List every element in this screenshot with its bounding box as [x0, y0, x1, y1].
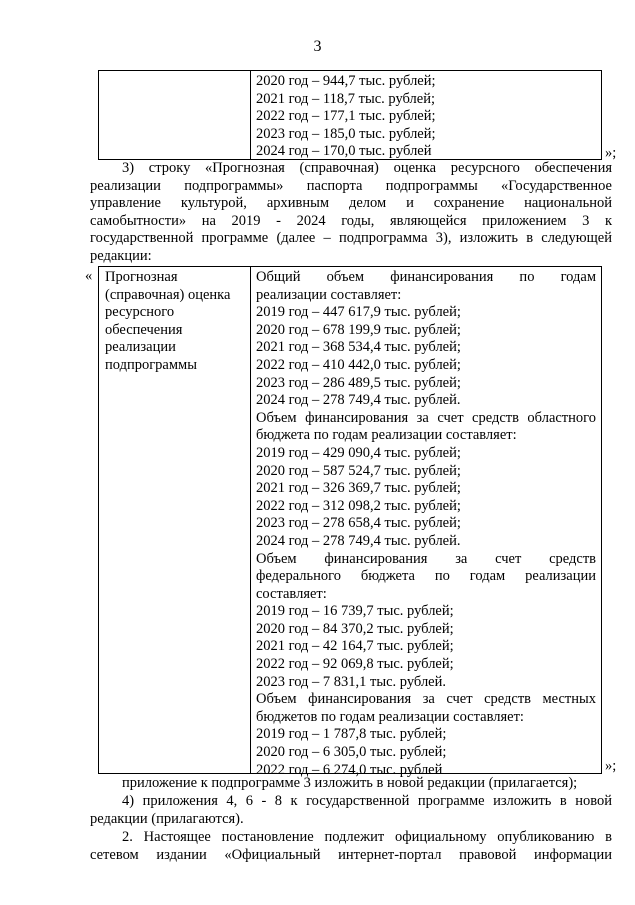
paragraph-line: сетевом издании «Официальный интернет-портал правовой информации — [90, 846, 612, 863]
funding-line: 2021 год – 326 369,7 тыс. рублей; — [256, 480, 461, 497]
row-header-line: подпрограммы — [105, 356, 197, 373]
row-header-line: Прогнозная — [105, 269, 178, 285]
funding-line: 2021 год – 118,7 тыс. рублей; — [256, 90, 435, 107]
funding-line: 2021 год – 42 164,7 тыс. рублей; — [256, 638, 454, 655]
closing-quote: »; — [605, 145, 617, 161]
funding-line: 2019 год – 447 617,9 тыс. рублей; — [256, 304, 461, 321]
funding-line: 2020 год – 84 370,2 тыс. рублей; — [256, 620, 454, 637]
paragraph-line: редакции (прилагаются). — [90, 810, 244, 827]
funding-line: 2022 год – 92 069,8 тыс. рублей; — [256, 656, 454, 673]
row-header-line: (справочная) оценка — [105, 286, 231, 303]
funding-text-line: Общий объем финансирования по годам — [256, 269, 596, 285]
funding-line: 2020 год – 944,7 тыс. рублей; — [256, 73, 436, 89]
funding-text-line: реализации составляет: — [256, 286, 402, 303]
table-cell-values — [256, 269, 596, 779]
paragraph-line: самобытности» на 2019 - 2024 годы, являющейся приложением 3 к — [90, 212, 612, 229]
funding-line: 2022 год – 177,1 тыс. рублей; — [256, 108, 436, 125]
funding-line: 2024 год – 278 749,4 тыс. рублей. — [256, 392, 461, 409]
funding-line: 2019 год – 1 787,8 тыс. рублей; — [256, 726, 447, 743]
closing-quote: »; — [605, 758, 617, 774]
funding-line: 2022 год – 6 274,0 тыс. рублей — [256, 761, 443, 778]
paragraph-line: государственной программе (далее – подпрограмма 3), изложить в следующей — [90, 230, 612, 247]
page-number: 3 — [313, 38, 322, 55]
funding-line: 2022 год – 410 442,0 тыс. рублей; — [256, 356, 461, 373]
paragraph-line: приложение к подпрограмме 3 изложить в новой редакции (прилагается); — [122, 775, 578, 791]
funding-line: 2020 год – 587 524,7 тыс. рублей; — [256, 462, 461, 479]
resource-estimate-table — [98, 266, 602, 778]
funding-text-line: Объем финансирования за счет средств — [256, 550, 596, 567]
annex-paragraph — [90, 775, 612, 793]
paragraph-line: 3) строку «Прогнозная (справочная) оценка ресурсного обеспечения — [122, 160, 612, 176]
funding-line: 2021 год – 368 534,4 тыс. рублей; — [256, 339, 461, 356]
funding-line: 2019 год – 429 090,4 тыс. рублей; — [256, 444, 461, 461]
funding-line: 2022 год – 312 098,2 тыс. рублей; — [256, 497, 461, 514]
row-header-line: ресурсного — [105, 304, 175, 321]
funding-line: 2024 год – 170,0 тыс. рублей — [256, 143, 432, 160]
funding-line: 2023 год – 286 489,5 тыс. рублей; — [256, 374, 461, 391]
funding-line: 2020 год – 6 305,0 тыс. рублей; — [256, 744, 447, 761]
paragraph-item-3 — [90, 160, 612, 266]
paragraph-item-2 — [90, 829, 612, 864]
table-divider — [250, 71, 251, 159]
funding-line: 2023 год – 278 658,4 тыс. рублей; — [256, 515, 461, 532]
funding-line: 2019 год – 16 739,7 тыс. рублей; — [256, 603, 454, 620]
paragraph-line: управление культурой, архивным делом и сохранение национальной — [90, 195, 612, 212]
row-header-line: обеспечения — [105, 321, 183, 338]
paragraph-item-4 — [90, 793, 612, 828]
table-divider — [250, 267, 251, 773]
funding-line: 2024 год – 278 749,4 тыс. рублей. — [256, 532, 461, 549]
funding-text-line: бюджетов по годам реализации составляет: — [256, 708, 524, 725]
funding-line: 2023 год – 7 831,1 тыс. рублей. — [256, 673, 447, 690]
paragraph-line: реализации подпрограммы» паспорта подпрограммы «Государственное — [90, 177, 612, 194]
funding-text-line: Объем финансирования за счет средств местных — [256, 691, 596, 708]
table-cell-values — [256, 73, 436, 161]
opening-quote: « — [85, 268, 93, 284]
paragraph-line: редакции: — [90, 247, 152, 264]
funding-text-line: составляет: — [256, 585, 327, 602]
funding-table-fragment — [98, 70, 602, 160]
funding-line: 2020 год – 678 199,9 тыс. рублей; — [256, 321, 461, 338]
funding-text-line: федерального бюджета по годам реализации — [256, 568, 596, 585]
table-row-header — [105, 269, 245, 375]
row-header-line: реализации — [105, 339, 176, 356]
paragraph-line: 4) приложения 4, 6 - 8 к государственной программе изложить в новой — [122, 793, 612, 809]
paragraph-line: 2. Настоящее постановление подлежит официальному опубликованию в — [122, 829, 612, 845]
funding-text-line: Объем финансирования за счет средств областного — [256, 409, 596, 426]
funding-line: 2023 год – 185,0 тыс. рублей; — [256, 125, 436, 142]
funding-text-line: бюджета по годам реализации составляет: — [256, 427, 517, 444]
